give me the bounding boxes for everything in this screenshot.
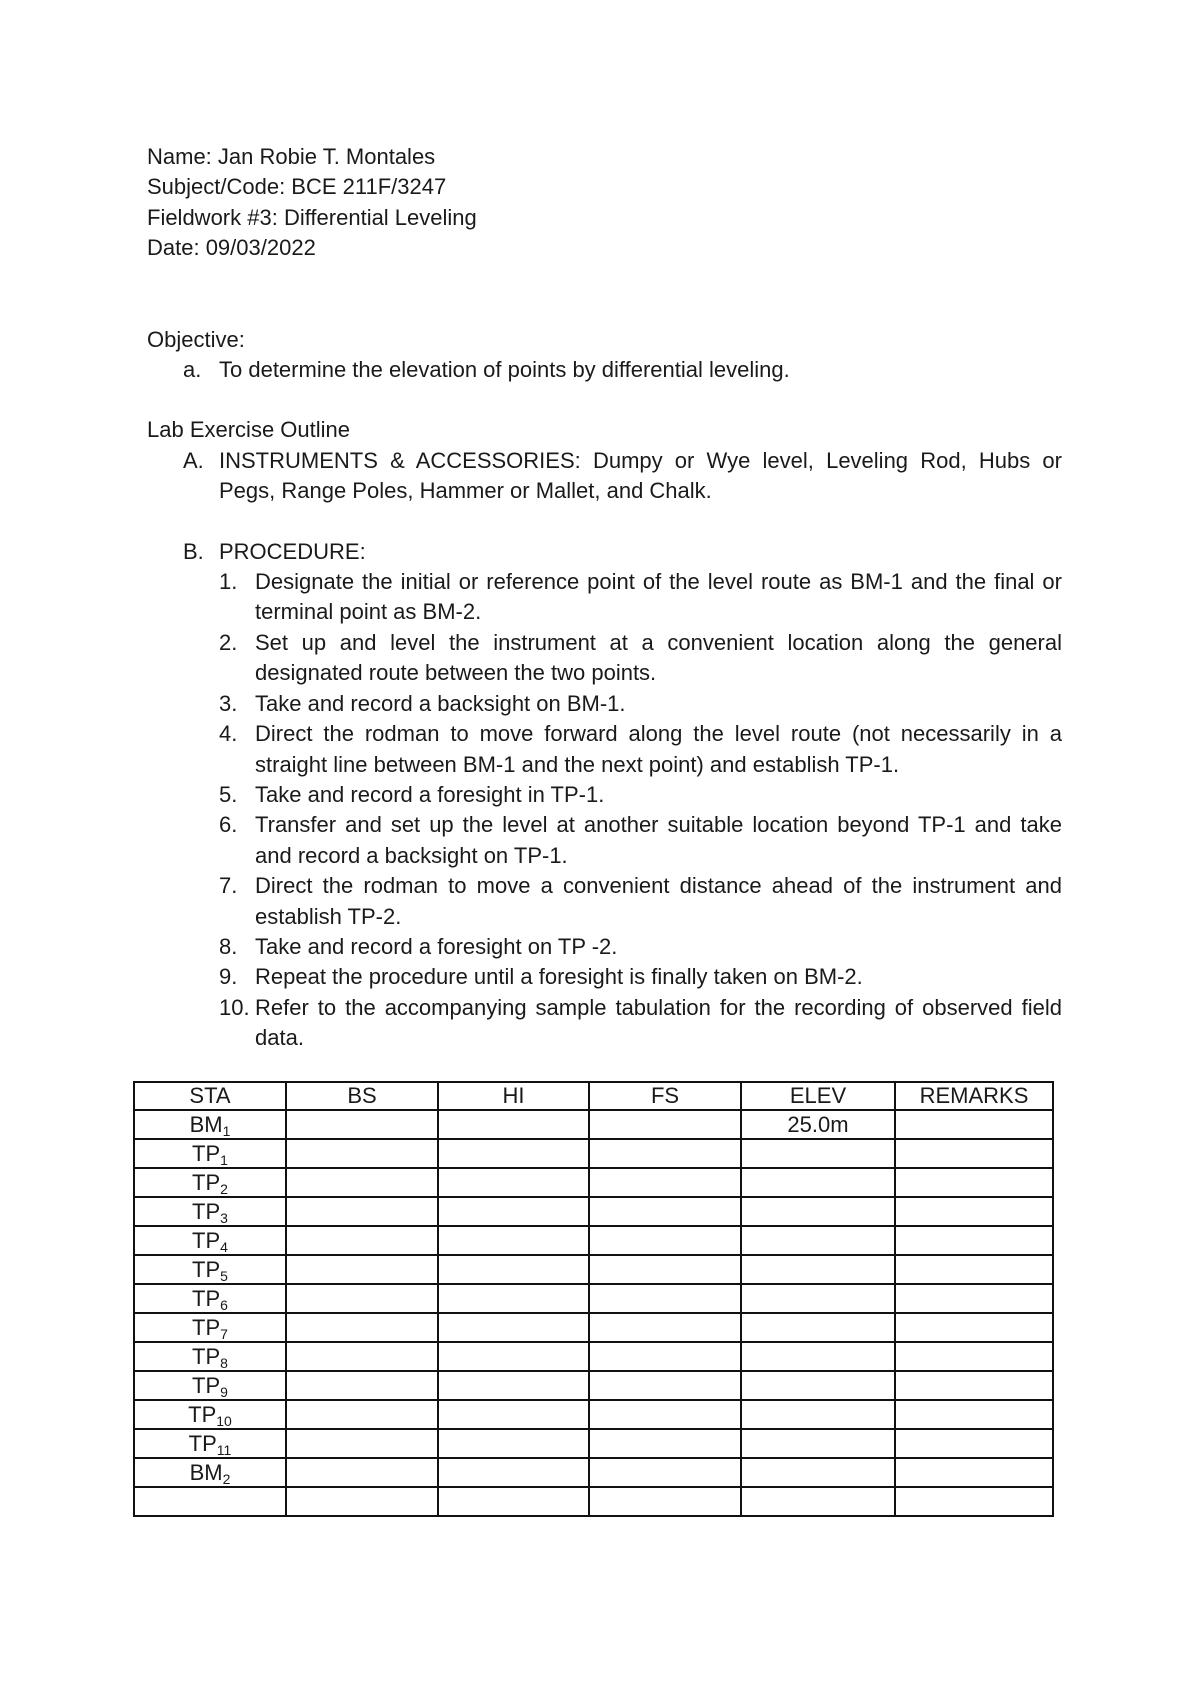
remarks-cell	[895, 1197, 1053, 1226]
bs-cell	[286, 1255, 438, 1284]
fs-cell	[589, 1458, 741, 1487]
procedure-step	[147, 689, 1062, 719]
station-label: TP	[192, 1198, 221, 1224]
list-marker: 9.	[219, 964, 238, 990]
field-data-table	[133, 1081, 1054, 1517]
procedure-step	[147, 962, 1062, 992]
station-label: TP	[192, 1227, 221, 1253]
station-label: TP	[192, 1169, 221, 1195]
remarks-cell	[895, 1226, 1053, 1255]
station-subscript: 11	[216, 1441, 232, 1458]
station-cell	[134, 1168, 286, 1197]
station-cell	[134, 1197, 286, 1226]
station-cell	[134, 1371, 286, 1400]
table-row	[134, 1110, 1053, 1139]
hi-cell	[438, 1487, 589, 1516]
list-marker: 6.	[219, 812, 238, 838]
table-row	[134, 1342, 1053, 1371]
bs-cell	[286, 1313, 438, 1342]
station-cell	[134, 1400, 286, 1429]
procedure-step	[147, 993, 1062, 1054]
list-text: Take and record a foresight in TP-1.	[255, 781, 605, 807]
fs-cell	[589, 1226, 741, 1255]
bs-cell	[286, 1110, 438, 1139]
station-label: TP	[192, 1256, 221, 1282]
remarks-cell	[895, 1168, 1053, 1197]
elev-cell	[741, 1342, 895, 1371]
remarks-cell	[895, 1110, 1053, 1139]
elev-cell	[741, 1139, 895, 1168]
remarks-cell	[895, 1458, 1053, 1487]
hi-cell	[438, 1168, 589, 1197]
list-text: PROCEDURE:	[219, 538, 366, 564]
table-row	[134, 1226, 1053, 1255]
elev-cell	[741, 1487, 895, 1516]
column-header-remarks: REMARKS	[895, 1082, 1053, 1110]
column-header-bs: BS	[286, 1082, 438, 1110]
list-text: Take and record a foresight on TP -2.	[255, 933, 618, 959]
bs-cell	[286, 1487, 438, 1516]
table-row	[134, 1487, 1053, 1516]
procedure-step	[147, 719, 1062, 780]
station-label: BM	[189, 1459, 223, 1485]
list-text: To determine the elevation of points by differential leveling.	[219, 357, 790, 383]
hi-cell	[438, 1255, 589, 1284]
station-cell	[134, 1429, 286, 1458]
station-subscript: 9	[220, 1383, 228, 1400]
elev-cell	[741, 1284, 895, 1313]
station-subscript: 5	[220, 1267, 228, 1284]
procedure-step	[147, 628, 1062, 689]
bs-cell	[286, 1139, 438, 1168]
station-cell	[134, 1284, 286, 1313]
station-label: BM	[189, 1111, 223, 1137]
field-data-table-wrapper	[133, 1081, 1054, 1517]
elev-cell: 25.0m	[741, 1110, 895, 1139]
bs-cell	[286, 1429, 438, 1458]
date: Date: 09/03/2022	[147, 235, 316, 261]
remarks-cell	[895, 1284, 1053, 1313]
station-subscript: 8	[220, 1354, 228, 1371]
fs-cell	[589, 1487, 741, 1516]
list-marker: 3.	[219, 690, 238, 716]
table-header-row	[134, 1082, 1053, 1110]
hi-cell	[438, 1284, 589, 1313]
remarks-cell	[895, 1487, 1053, 1516]
list-text: Designate the initial or reference point of the level route as BM-1 and the final or terminal point as BM-2.	[255, 569, 1062, 625]
bs-cell	[286, 1284, 438, 1313]
elev-cell	[741, 1429, 895, 1458]
fs-cell	[589, 1313, 741, 1342]
table-row	[134, 1197, 1053, 1226]
objective-heading: Objective:	[147, 326, 245, 352]
elev-cell	[741, 1255, 895, 1284]
bs-cell	[286, 1168, 438, 1197]
elev-cell	[741, 1400, 895, 1429]
procedure-step	[147, 567, 1062, 628]
document-body	[147, 142, 1062, 1054]
remarks-cell	[895, 1255, 1053, 1284]
list-marker: a.	[183, 357, 202, 383]
station-cell	[134, 1458, 286, 1487]
hi-cell	[438, 1226, 589, 1255]
remarks-cell	[895, 1429, 1053, 1458]
elev-cell	[741, 1313, 895, 1342]
fs-cell	[589, 1371, 741, 1400]
remarks-cell	[895, 1139, 1053, 1168]
bs-cell	[286, 1458, 438, 1487]
hi-cell	[438, 1400, 589, 1429]
list-marker: 2.	[219, 629, 238, 655]
station-subscript: 10	[216, 1412, 232, 1429]
station-cell	[134, 1226, 286, 1255]
hi-cell	[438, 1342, 589, 1371]
station-label: TP	[192, 1343, 221, 1369]
student-name: Name: Jan Robie T. Montales	[147, 144, 436, 169]
list-text: Set up and level the instrument at a convenient location along the general designated route between the two points.	[255, 629, 1062, 686]
remarks-cell	[895, 1400, 1053, 1429]
table-row	[134, 1139, 1053, 1168]
station-cell	[134, 1255, 286, 1284]
outline-heading: Lab Exercise Outline	[147, 417, 350, 443]
hi-cell	[438, 1429, 589, 1458]
table-row	[134, 1313, 1053, 1342]
station-cell	[134, 1139, 286, 1168]
list-text: Direct the rodman to move forward along the level route (not necessarily in a straight line between BM-1 and the next point) and establish TP-1.	[255, 721, 1062, 777]
table-row	[134, 1429, 1053, 1458]
station-subscript: 2	[220, 1180, 228, 1197]
station-cell	[134, 1313, 286, 1342]
fs-cell	[589, 1110, 741, 1139]
bs-cell	[286, 1400, 438, 1429]
bs-cell	[286, 1371, 438, 1400]
table-row	[134, 1255, 1053, 1284]
table-row	[134, 1284, 1053, 1313]
elev-cell	[741, 1226, 895, 1255]
list-marker: 7.	[219, 873, 238, 899]
subject-code: Subject/Code: BCE 211F/3247	[147, 174, 447, 200]
station-subscript: 7	[220, 1325, 228, 1342]
elev-cell	[741, 1168, 895, 1197]
list-marker: 5.	[219, 781, 238, 807]
list-marker: 8.	[219, 933, 238, 959]
fs-cell	[589, 1284, 741, 1313]
remarks-cell	[895, 1313, 1053, 1342]
procedure-step	[147, 780, 1062, 810]
table-row	[134, 1458, 1053, 1487]
bs-cell	[286, 1226, 438, 1255]
station-subscript: 1	[222, 1122, 231, 1139]
fs-cell	[589, 1342, 741, 1371]
list-text: Take and record a backsight on BM-1.	[255, 690, 626, 716]
fs-cell	[589, 1139, 741, 1168]
elev-cell	[741, 1458, 895, 1487]
station-cell	[134, 1110, 286, 1139]
station-label: TP	[192, 1314, 221, 1340]
station-cell	[134, 1342, 286, 1371]
station-label: TP	[192, 1372, 221, 1398]
bs-cell	[286, 1342, 438, 1371]
hi-cell	[438, 1197, 589, 1226]
instruments-item	[147, 446, 1062, 507]
table-body	[134, 1110, 1053, 1516]
bs-cell	[286, 1197, 438, 1226]
station-label: TP	[192, 1285, 221, 1311]
list-marker: 4.	[219, 721, 238, 747]
column-header-sta: STA	[134, 1082, 286, 1110]
table-row	[134, 1168, 1053, 1197]
fs-cell	[589, 1429, 741, 1458]
remarks-cell	[895, 1371, 1053, 1400]
fs-cell	[589, 1197, 741, 1226]
elev-cell	[741, 1197, 895, 1226]
list-marker: 10.	[219, 994, 250, 1020]
procedure-steps	[147, 567, 1062, 1054]
table-row	[134, 1371, 1053, 1400]
list-marker: B.	[183, 538, 204, 564]
objective-item	[147, 355, 1062, 385]
list-marker: A.	[183, 447, 204, 473]
hi-cell	[438, 1313, 589, 1342]
hi-cell	[438, 1371, 589, 1400]
station-subscript: 2	[222, 1470, 231, 1487]
list-text: Refer to the accompanying sample tabulation for the recording of observed field data.	[255, 994, 1062, 1051]
remarks-cell	[895, 1342, 1053, 1371]
column-header-elev: ELEV	[741, 1082, 895, 1110]
procedure-step	[147, 810, 1062, 871]
station-label: TP	[188, 1430, 217, 1456]
station-label: TP	[188, 1401, 217, 1427]
list-text: Repeat the procedure until a foresight is finally taken on BM-2.	[255, 964, 863, 990]
list-text: INSTRUMENTS & ACCESSORIES: Dumpy or Wye level, Leveling Rod, Hubs or Pegs, Range Poles, Hammer or Mallet, and Chalk.	[219, 447, 1062, 504]
fieldwork-title: Fieldwork #3: Differential Leveling	[147, 204, 477, 230]
list-text: Direct the rodman to move a convenient distance ahead of the instrument and establish TP-2.	[255, 873, 1062, 929]
column-header-hi: HI	[438, 1082, 589, 1110]
table-row	[134, 1400, 1053, 1429]
elev-cell	[741, 1371, 895, 1400]
fs-cell	[589, 1255, 741, 1284]
station-subscript: 6	[220, 1296, 228, 1313]
station-subscript: 4	[220, 1238, 228, 1255]
hi-cell	[438, 1139, 589, 1168]
station-subscript: 1	[220, 1151, 228, 1168]
fs-cell	[589, 1168, 741, 1197]
list-text: Transfer and set up the level at another suitable location beyond TP-1 and take and record a backsight on TP-1.	[255, 812, 1062, 868]
fs-cell	[589, 1400, 741, 1429]
station-subscript: 3	[220, 1209, 228, 1226]
procedure-heading	[147, 537, 1062, 567]
column-header-fs: FS	[589, 1082, 741, 1110]
list-marker: 1.	[219, 569, 238, 595]
station-cell	[134, 1487, 286, 1516]
station-label: TP	[192, 1140, 221, 1166]
procedure-step	[147, 932, 1062, 962]
hi-cell	[438, 1458, 589, 1487]
hi-cell	[438, 1110, 589, 1139]
procedure-step	[147, 871, 1062, 932]
